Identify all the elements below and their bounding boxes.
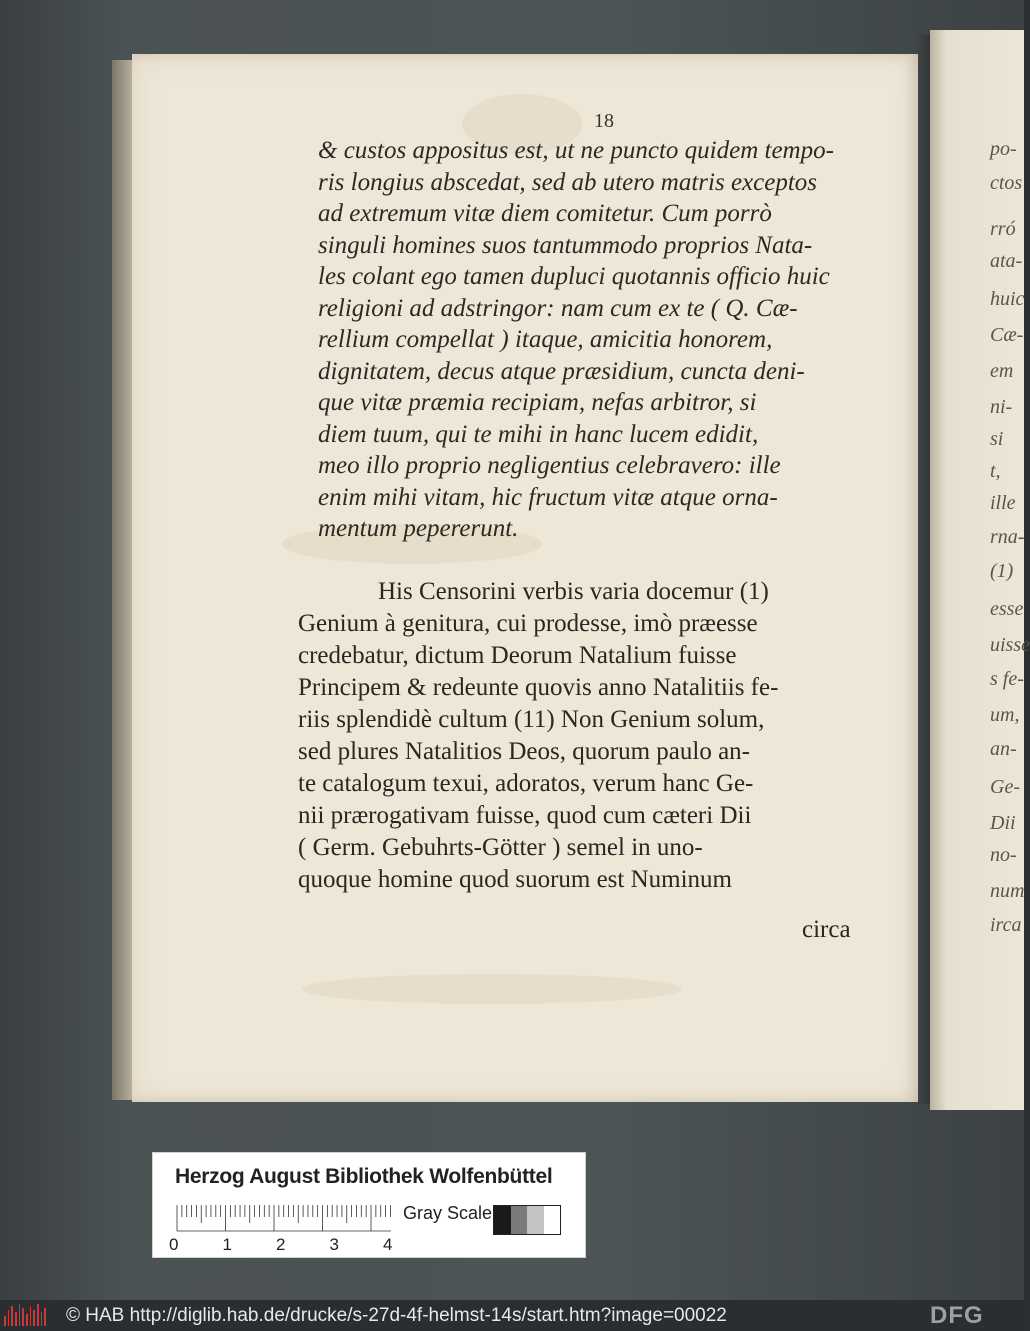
gray-scale-swatches: [493, 1205, 561, 1235]
logo-bar: [33, 1310, 35, 1326]
facing-page-fragment: uisse: [990, 634, 1030, 656]
italic-quotation: [318, 135, 878, 545]
facing-page-fragment: Dii: [990, 812, 1016, 834]
catch-word: circa: [802, 916, 851, 943]
text-line: ris longius abscedat, sed ab utero matris exceptos: [318, 168, 818, 196]
text-line: nii prærogativam fuisse, quod cum cæteri Dii: [298, 802, 752, 829]
text-line: te catalogum texui, adoratos, verum hanc Ge-: [298, 770, 754, 797]
facing-page-fragment: ni-: [990, 396, 1013, 418]
text-line: & custos appositus est, ut ne puncto quidem tempo-: [318, 137, 834, 164]
facing-page-fragment: um,: [990, 704, 1020, 726]
text-line: que vitæ præmia recipiam, nefas arbitror, si: [318, 389, 757, 416]
logo-bar: [41, 1312, 43, 1326]
facing-page-fragment: s fe-: [990, 668, 1024, 690]
gray-swatch: [494, 1206, 511, 1234]
facing-page-fragment: esse: [990, 598, 1024, 620]
text-line: rellium compellat ) itaque, amicitia honorem,: [318, 326, 773, 353]
footer-bar: [0, 1300, 1024, 1331]
library-label-card: [152, 1152, 586, 1258]
facing-page-fragment: t,: [990, 460, 1001, 482]
text-line: quoque homine quod suorum est Numinum: [298, 866, 732, 893]
gray-swatch: [544, 1206, 561, 1234]
facing-page-fragment: no-: [990, 844, 1017, 866]
logo-bar: [37, 1304, 39, 1326]
logo-bar: [26, 1314, 28, 1326]
facing-page-fragment: huic: [990, 288, 1025, 310]
body-paragraph: [298, 576, 878, 896]
text-line: Principem & redeunte quovis anno Natalitiis fe-: [298, 674, 779, 701]
facing-page-fragment: si: [990, 428, 1004, 450]
ruler-numbers: [169, 1235, 399, 1255]
facing-page-fragment: Cæ-: [990, 324, 1024, 346]
text-line: diem tuum, qui te mihi in hanc lucem edidit,: [318, 420, 759, 448]
gray-swatch: [511, 1206, 528, 1234]
gray-scale-label: Gray Scale: [403, 1203, 493, 1223]
logo-bar: [19, 1304, 21, 1326]
ruler-number: 4: [383, 1235, 393, 1254]
text-line: mentum pepererunt.: [318, 515, 519, 542]
facing-page-fragment: rró: [990, 218, 1016, 240]
facing-page: [930, 30, 1030, 1110]
text-line: Genium à genitura, cui prodesse, imò præesse: [298, 610, 758, 637]
measurement-ruler: [175, 1205, 395, 1233]
ruler-number: 1: [222, 1235, 232, 1254]
text-line: riis splendidè cultum (11) Non Genium solum,: [298, 706, 765, 733]
text-line: ad extremum vitæ diem comitetur. Cum porrò: [318, 200, 772, 227]
facing-page-fragment: Ge-: [990, 776, 1020, 798]
scanned-page: [132, 54, 918, 1102]
facing-page-fragment: rna-: [990, 526, 1025, 548]
facing-page-fragment: ille: [990, 492, 1016, 514]
logo-bar: [15, 1312, 17, 1326]
hab-logo-icon: [4, 1304, 46, 1326]
gray-swatch: [527, 1206, 544, 1234]
text-line: religioni ad adstringor: nam cum ex te ( Q. Cæ-: [318, 294, 798, 322]
dfg-logo: DFG: [930, 1302, 984, 1329]
logo-bar: [11, 1306, 13, 1326]
page-edge: [112, 60, 134, 1100]
ruler-number: 0: [169, 1235, 179, 1254]
logo-bar: [22, 1308, 24, 1326]
facing-page-fragment: (1): [990, 560, 1014, 582]
text-line: dignitatem, decus atque præsidium, cuncta deni-: [318, 357, 805, 385]
library-name: Herzog August Bibliothek Wolfenbüttel: [175, 1165, 553, 1188]
logo-bar: [44, 1308, 46, 1326]
facing-page-fragment: irca: [990, 914, 1022, 936]
paper-stain: [302, 974, 682, 1004]
text-line: enim mihi vitam, hic fructum vitæ atque orna-: [318, 483, 778, 511]
facing-page-fragment: num: [990, 880, 1025, 902]
facing-page-fragment: ctos: [990, 172, 1023, 194]
text-line: His Censorini verbis varia docemur (1): [378, 578, 769, 605]
ruler-number: 2: [276, 1235, 286, 1254]
text-line: ( Germ. Gebuhrts-Götter ) semel in uno-: [298, 834, 703, 861]
copyright-link[interactable]: © HAB http://diglib.hab.de/drucke/s-27d-4f-helmst-14s/start.htm?image=00022: [66, 1305, 727, 1326]
page-number: 18: [594, 110, 614, 132]
text-line: les colant ego tamen dupluci quotannis officio huic: [318, 263, 830, 290]
logo-bar: [4, 1316, 6, 1326]
text-line: credebatur, dictum Deorum Natalium fuisse: [298, 642, 737, 669]
logo-bar: [30, 1306, 32, 1326]
facing-page-fragment: ata-: [990, 250, 1023, 272]
facing-page-fragment: po-: [990, 138, 1017, 160]
facing-page-fragment: em: [990, 360, 1014, 382]
text-line: sed plures Natalitios Deos, quorum paulo an-: [298, 738, 750, 765]
facing-page-fragment: an-: [990, 738, 1017, 760]
text-line: singuli homines suos tantummodo proprios Nata-: [318, 231, 813, 259]
text-line: meo illo proprio negligentius celebravero: ille: [318, 452, 781, 479]
logo-bar: [8, 1310, 10, 1326]
ruler-number: 3: [329, 1235, 339, 1254]
